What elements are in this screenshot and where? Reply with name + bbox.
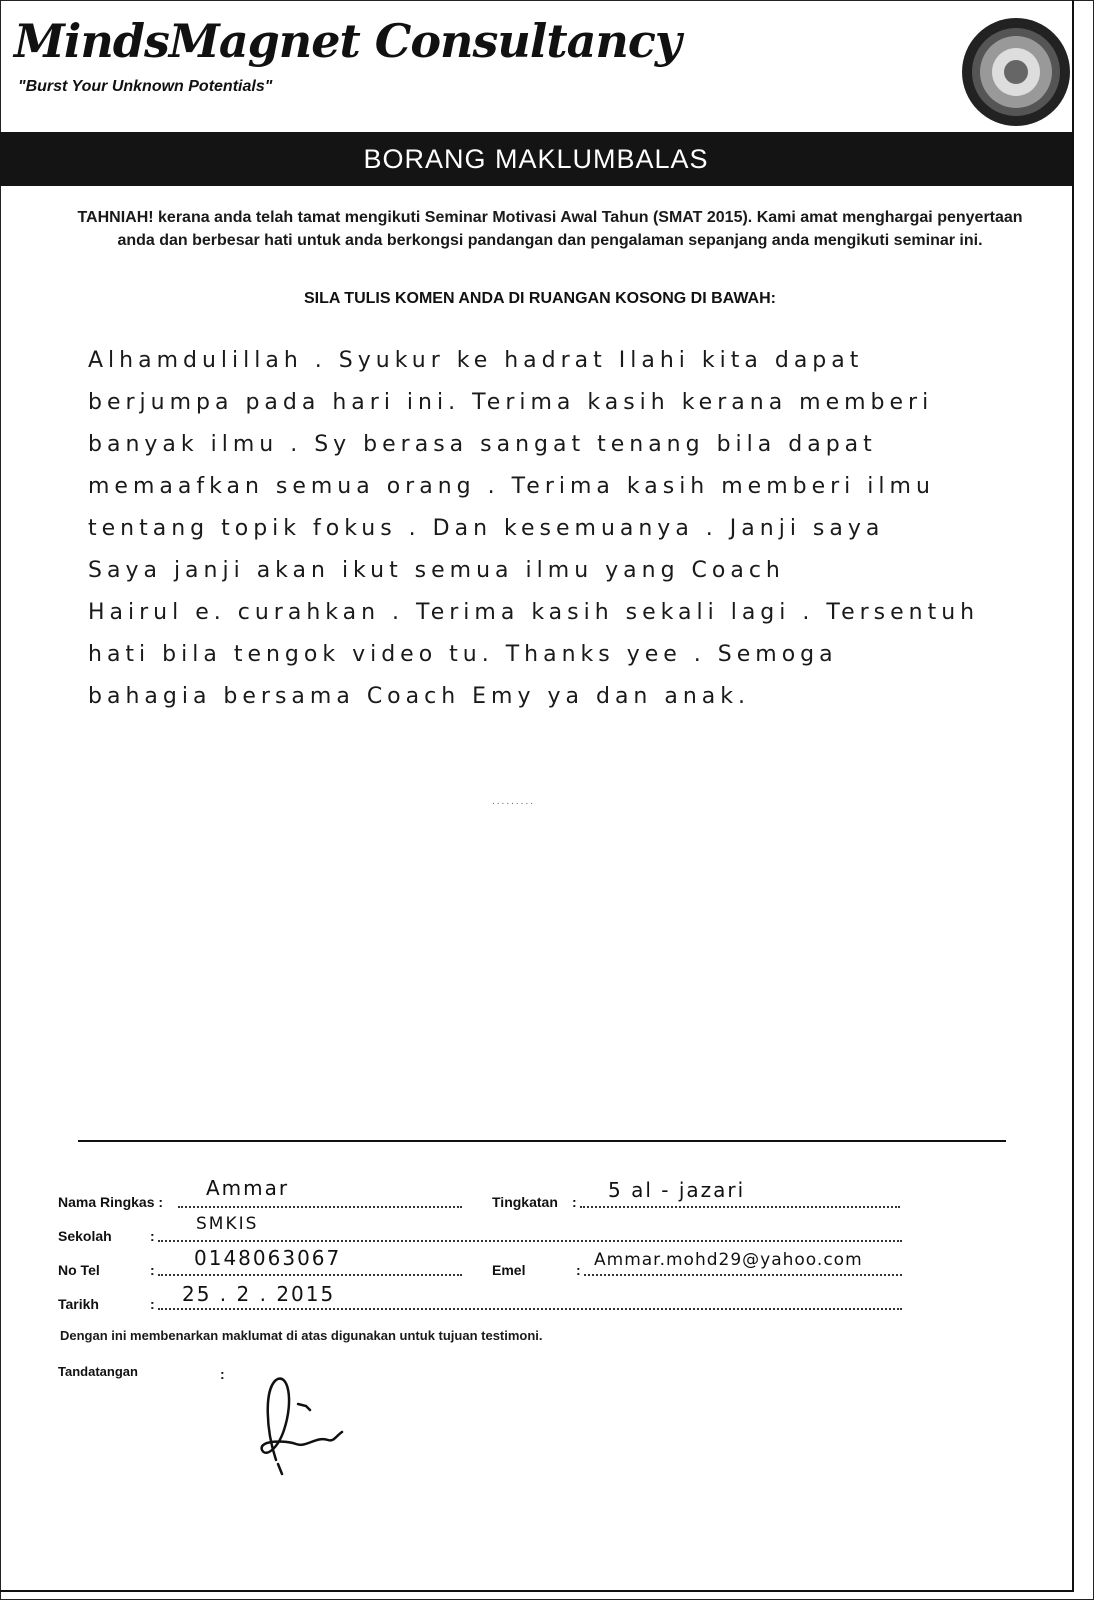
comment-line: memaafkan semua orang . Terima kasih memberi ilmu	[88, 474, 935, 499]
tingkatan-line	[580, 1206, 900, 1208]
instruction-text: SILA TULIS KOMEN ANDA DI RUANGAN KOSONG DI BAWAH:	[304, 290, 776, 307]
nama-line	[178, 1206, 462, 1208]
intro-segment: sepanjang anda mengikuti seminar ini.	[683, 232, 983, 249]
emel-label: Emel	[492, 1262, 526, 1278]
comment-line: hati bila tengok video tu. Thanks yee . Semoga	[88, 642, 838, 667]
tarikh-value: 25 . 2 . 2015	[182, 1282, 336, 1306]
sekolah-colon: :	[150, 1228, 155, 1244]
signature-colon: :	[220, 1366, 225, 1382]
intro-bold-segment: TAHNIAH!	[77, 209, 159, 226]
handwritten-comment	[88, 340, 1048, 718]
comment-line: berjumpa pada hari ini. Terima kasih kerana memberi	[88, 390, 934, 415]
seal-logo-icon	[960, 16, 1072, 128]
notel-value: 0148063067	[194, 1246, 342, 1270]
comment-line: tentang topik fokus . Dan kesemuanya . Janji saya	[88, 516, 885, 541]
brand-tagline: "Burst Your Unknown Potentials"	[18, 78, 273, 95]
brand-name: MindsMagnet Consultancy	[14, 14, 681, 68]
sekolah-line	[158, 1240, 902, 1242]
emel-value: Ammar.mohd29@yahoo.com	[594, 1250, 863, 1270]
tarikh-colon: :	[150, 1296, 155, 1312]
nama-label: Nama Ringkas :	[58, 1194, 164, 1210]
intro-segment: kerana anda telah tamat mengikuti	[158, 209, 425, 226]
tarikh-line	[158, 1308, 902, 1310]
emel-line	[584, 1274, 902, 1276]
notel-label: No Tel	[58, 1262, 100, 1278]
comment-line: Hairul e. curahkan . Terima kasih sekali lagi . Tersentuh	[88, 600, 980, 625]
intro-bold-segment: pandangan dan pengalaman	[467, 232, 684, 249]
nama-value: Ammar	[206, 1176, 290, 1200]
notel-line	[158, 1274, 462, 1276]
tingkatan-label: Tingkatan	[492, 1194, 558, 1210]
tarikh-label: Tarikh	[58, 1296, 99, 1312]
signature-icon	[236, 1370, 356, 1480]
section-divider	[78, 1140, 1006, 1142]
tingkatan-colon: :	[572, 1194, 577, 1210]
comment-line: Alhamdulillah . Syukur ke hadrat Ilahi kita dapat	[88, 348, 864, 373]
declaration-text: Dengan ini membenarkan maklumat di atas digunakan untuk tujuan testimoni.	[60, 1328, 543, 1343]
emel-colon: :	[576, 1262, 581, 1278]
signature-label: Tandatangan	[58, 1364, 138, 1379]
sekolah-label: Sekolah	[58, 1228, 112, 1244]
intro-segment: Kami amat menghargai penyertaan anda dan berbesar hati untuk anda berkongsi	[117, 209, 1023, 249]
intro-bold-segment: Seminar Motivasi Awal Tahun (SMAT 2015).	[424, 209, 753, 226]
comment-line: Saya janji akan ikut semua ilmu yang Coach	[88, 558, 785, 583]
notel-colon: :	[150, 1262, 155, 1278]
comment-line: bahagia bersama Coach Emy ya dan anak.	[88, 684, 751, 709]
comment-line: banyak ilmu . Sy berasa sangat tenang bila dapat	[88, 432, 877, 457]
sekolah-value: SMKIS	[196, 1214, 259, 1234]
tingkatan-value: 5 al - jazari	[608, 1178, 746, 1202]
stray-dots: .........	[492, 796, 536, 807]
form-title: BORANG MAKLUMBALAS	[0, 132, 1072, 186]
intro-paragraph	[70, 206, 1030, 252]
